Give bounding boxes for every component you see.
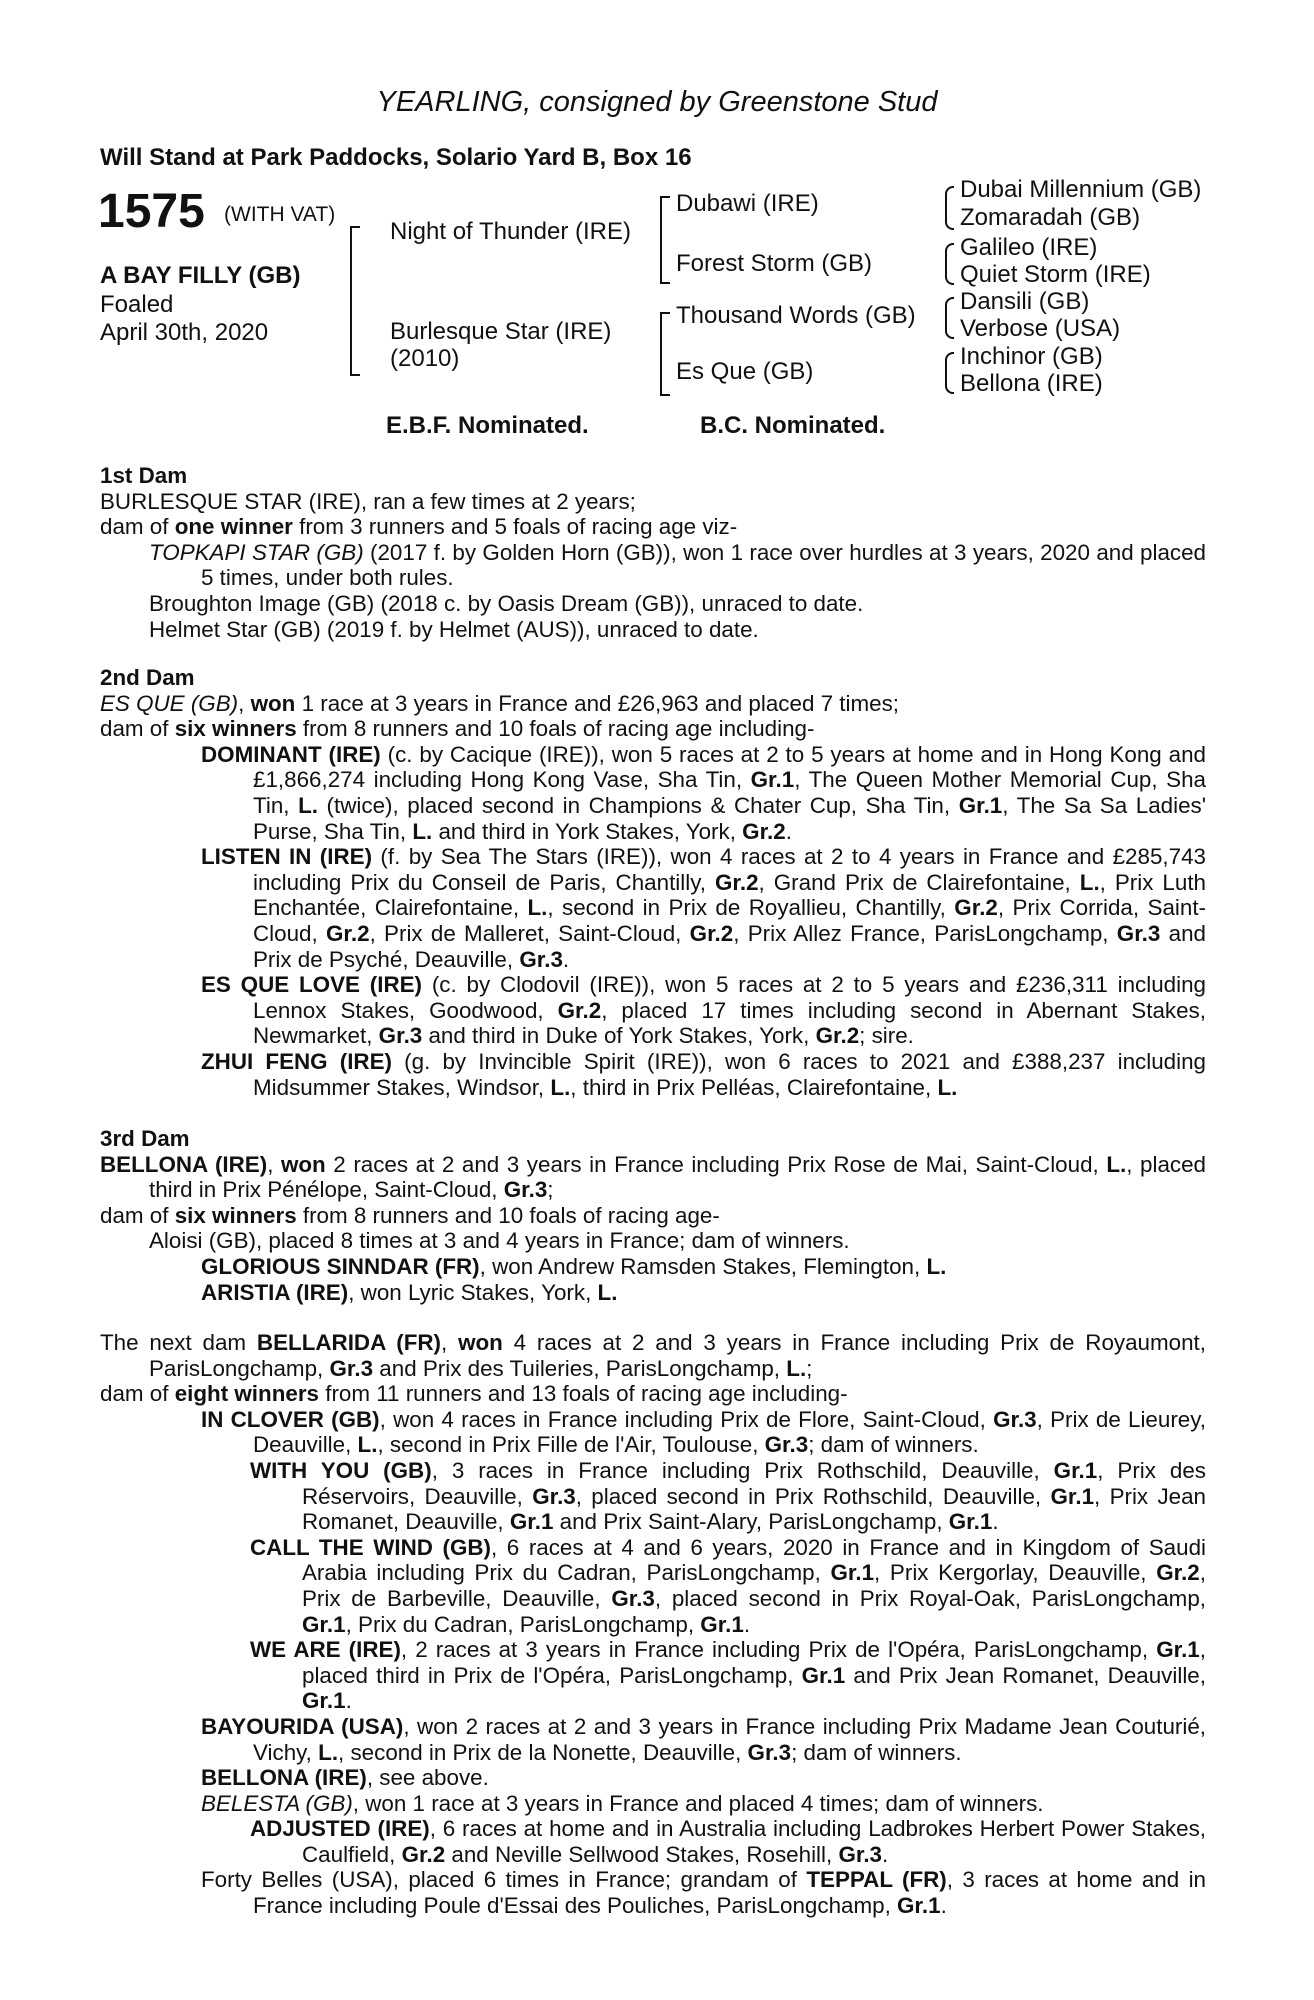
produce-summary: dam of eight winners from 11 runners and 13 foals of racing age including- bbox=[100, 1381, 848, 1407]
dam-dam-dam: Bellona (IRE) bbox=[960, 370, 1103, 397]
third-dam-section bbox=[100, 1126, 1206, 1305]
dam-dam: Es Que (GB) bbox=[676, 358, 814, 385]
brace-ds bbox=[945, 297, 954, 339]
section-heading: 1st Dam bbox=[100, 463, 188, 488]
stabling-location: Will Stand at Park Paddocks, Solario Yard B, Box 16 bbox=[100, 144, 692, 171]
produce-entry: BELESTA (GB), won 1 race at 3 years in France and placed 4 times; dam of winners. bbox=[201, 1790, 1044, 1816]
second-dam-section bbox=[100, 665, 1206, 1100]
sire-dam-dam: Quiet Storm (IRE) bbox=[960, 261, 1151, 288]
brace-dd bbox=[945, 352, 954, 394]
horse-description: A BAY FILLY (GB) bbox=[100, 262, 301, 289]
catalogue-title: YEARLING, consigned by Greenstone Stud bbox=[376, 86, 938, 118]
dam-line: BELLONA (IRE), won 2 races at 2 and 3 years in France including Prix Rose de Mai, Saint-Cloud, L., placed third in Prix Pénélope, Saint-Cloud, Gr.3; bbox=[100, 1151, 1206, 1203]
produce-entry: WE ARE (IRE), 2 races at 3 years in France including Prix de l'Opéra, ParisLongchamp, Gr.1, placed third in Prix de l'Opéra, ParisLongchamp, Gr.1 and Prix Jean Romanet, Deauville, Gr.1. bbox=[250, 1637, 1206, 1714]
produce-entry: DOMINANT (IRE) (c. by Cacique (IRE)), won 5 races at 2 to 5 years at home and in Hong Kong and £1,866,274 including Hong Kong Vase, Sha Tin, Gr.1, The Queen Mother Memorial Cup, Sha Tin, L. (twice), placed second in Champions & Chater Cup, Sha Tin, Gr.1, The Sa Sa Ladies' Purse, Sha Tin, L. and third in York Stakes, York, Gr.2. bbox=[201, 741, 1206, 844]
ebf-nomination: E.B.F. Nominated. bbox=[386, 412, 589, 439]
dam-line: BURLESQUE STAR (IRE), ran a few times at 2 years; bbox=[100, 488, 636, 514]
lot-number: 1575 bbox=[98, 185, 205, 238]
sire-dam: Forest Storm (GB) bbox=[676, 250, 873, 277]
fourth-dam-section bbox=[100, 1330, 1206, 1919]
dam-sire-dam: Verbose (USA) bbox=[960, 315, 1121, 342]
sire-dam-sire: Galileo (IRE) bbox=[960, 234, 1098, 261]
pedigree-brace bbox=[350, 226, 360, 376]
sire-sire: Dubawi (IRE) bbox=[676, 190, 819, 217]
brace-sd bbox=[945, 243, 954, 285]
produce-summary: dam of six winners from 8 runners and 10 foals of racing age including- bbox=[100, 716, 815, 742]
section-heading: 3rd Dam bbox=[100, 1126, 190, 1151]
produce-entry: TOPKAPI STAR (GB) (2017 f. by Golden Horn (GB)), won 1 race over hurdles at 3 years, 2020 and placed 5 times, under both rules. bbox=[149, 539, 1207, 591]
dam-brace bbox=[660, 312, 670, 396]
section-heading: 2nd Dam bbox=[100, 665, 195, 690]
sire-sire-dam: Zomaradah (GB) bbox=[960, 204, 1141, 231]
produce-entry: BELLONA (IRE), see above. bbox=[201, 1765, 489, 1791]
produce-entry: Forty Belles (USA), placed 6 times in France; grandam of TEPPAL (FR), 3 races at home and in France including Poule d'Essai des Pouliches, ParisLongchamp, Gr.1. bbox=[201, 1867, 1207, 1919]
produce-entry: ADJUSTED (IRE), 6 races at home and in Australia including Ladbrokes Herbert Power Stakes, Caulfield, Gr.2 and Neville Sellwood Stakes, Rosehill, Gr.3. bbox=[250, 1816, 1206, 1867]
dam-foaling-year: (2010) bbox=[390, 345, 460, 372]
produce-entry: LISTEN IN (IRE) (f. by Sea The Stars (IRE)), won 4 races at 2 to 4 years in France and £285,743 including Prix du Conseil de Paris, Chantilly, Gr.2, Grand Prix de Clairefontaine, L., Prix Luth Enchantée, Clairefontaine, L., second in Prix de Royallieu, Chantilly, Gr.2, Prix Corrida, Saint-Cloud, Gr.2, Prix de Malleret, Saint-Cloud, Gr.2, Prix Allez France, ParisLongchamp, Gr.3 and Prix de Psyché, Deauville, Gr.3. bbox=[201, 844, 1207, 972]
produce-entry: CALL THE WIND (GB), 6 races at 4 and 6 years, 2020 in France and in Kingdom of Saudi Arabia including Prix du Cadran, ParisLongchamp, Gr.1, Prix Kergorlay, Deauville, Gr.2, Prix de Barbeville, Deauville, Gr.3, placed second in Prix Royal-Oak, ParisLongchamp, Gr.1, Prix du Cadran, ParisLongchamp, Gr.1. bbox=[250, 1534, 1206, 1637]
dam-dam-sire: Inchinor (GB) bbox=[960, 343, 1103, 370]
produce-entry: ES QUE LOVE (IRE) (c. by Clodovil (IRE)), won 5 races at 2 to 5 years and £236,311 including Lennox Stakes, Goodwood, Gr.2, placed 17 times including second in Abernant Stakes, Newmarket, Gr.3 and third in Duke of York Stakes, York, Gr.2; sire. bbox=[201, 972, 1206, 1049]
dam-sire: Thousand Words (GB) bbox=[676, 302, 916, 329]
produce-entry: ZHUI FENG (IRE) (g. by Invincible Spirit (IRE)), won 6 races to 2021 and £388,237 including Midsummer Stakes, Windsor, L., third in Prix Pelléas, Clairefontaine, L. bbox=[201, 1048, 1206, 1100]
sire: Night of Thunder (IRE) bbox=[390, 218, 631, 245]
produce-entry: GLORIOUS SINNDAR (FR), won Andrew Ramsden Stakes, Flemington, L. bbox=[201, 1253, 947, 1279]
dam-sire-sire: Dansili (GB) bbox=[960, 288, 1090, 315]
first-dam-section bbox=[100, 463, 1206, 642]
sire-brace bbox=[660, 196, 670, 284]
produce-entry: IN CLOVER (GB), won 4 races in France including Prix de Flore, Saint-Cloud, Gr.3, Prix de Lieurey, Deauville, L., second in Prix Fille de l'Air, Toulouse, Gr.3; dam of winners. bbox=[201, 1406, 1206, 1458]
produce-entry: ARISTIA (IRE), won Lyric Stakes, York, L. bbox=[201, 1279, 618, 1305]
bc-nomination: B.C. Nominated. bbox=[700, 412, 886, 439]
dam-line: The next dam BELLARIDA (FR), won 4 races at 2 and 3 years in France including Prix de Royaumont, ParisLongchamp, Gr.3 and Prix des Tuileries, ParisLongchamp, L.; bbox=[100, 1330, 1206, 1381]
produce-entry: Aloisi (GB), placed 8 times at 3 and 4 years in France; dam of winners. bbox=[149, 1228, 850, 1254]
produce-entry: Helmet Star (GB) (2019 f. by Helmet (AUS)), unraced to date. bbox=[149, 616, 759, 642]
dam: Burlesque Star (IRE) bbox=[390, 318, 612, 345]
vat-note: (WITH VAT) bbox=[224, 203, 336, 226]
produce-entry: Broughton Image (GB) (2018 c. by Oasis Dream (GB)), unraced to date. bbox=[149, 590, 864, 616]
foaled-date: April 30th, 2020 bbox=[100, 319, 269, 346]
dam-line: ES QUE (GB), won 1 race at 3 years in France and £26,963 and placed 7 times; bbox=[100, 690, 900, 716]
sire-sire-sire: Dubai Millennium (GB) bbox=[960, 176, 1202, 203]
produce-entry: BAYOURIDA (USA), won 2 races at 2 and 3 years in France including Prix Madame Jean Couturié, Vichy, L., second in Prix de la Nonette, Deauville, Gr.3; dam of winners. bbox=[201, 1713, 1206, 1765]
produce-summary: dam of one winner from 3 runners and 5 foals of racing age viz- bbox=[100, 514, 738, 540]
produce-summary: dam of six winners from 8 runners and 10 foals of racing age- bbox=[100, 1202, 720, 1228]
brace-ss bbox=[945, 186, 954, 230]
produce-entry: WITH YOU (GB), 3 races in France including Prix Rothschild, Deauville, Gr.1, Prix des Réservoirs, Deauville, Gr.3, placed second in Prix Rothschild, Deauville, Gr.1, Prix Jean Romanet, Deauville, Gr.1 and Prix Saint-Alary, ParisLongchamp, Gr.1. bbox=[250, 1457, 1206, 1535]
foaled-label: Foaled bbox=[100, 291, 174, 318]
